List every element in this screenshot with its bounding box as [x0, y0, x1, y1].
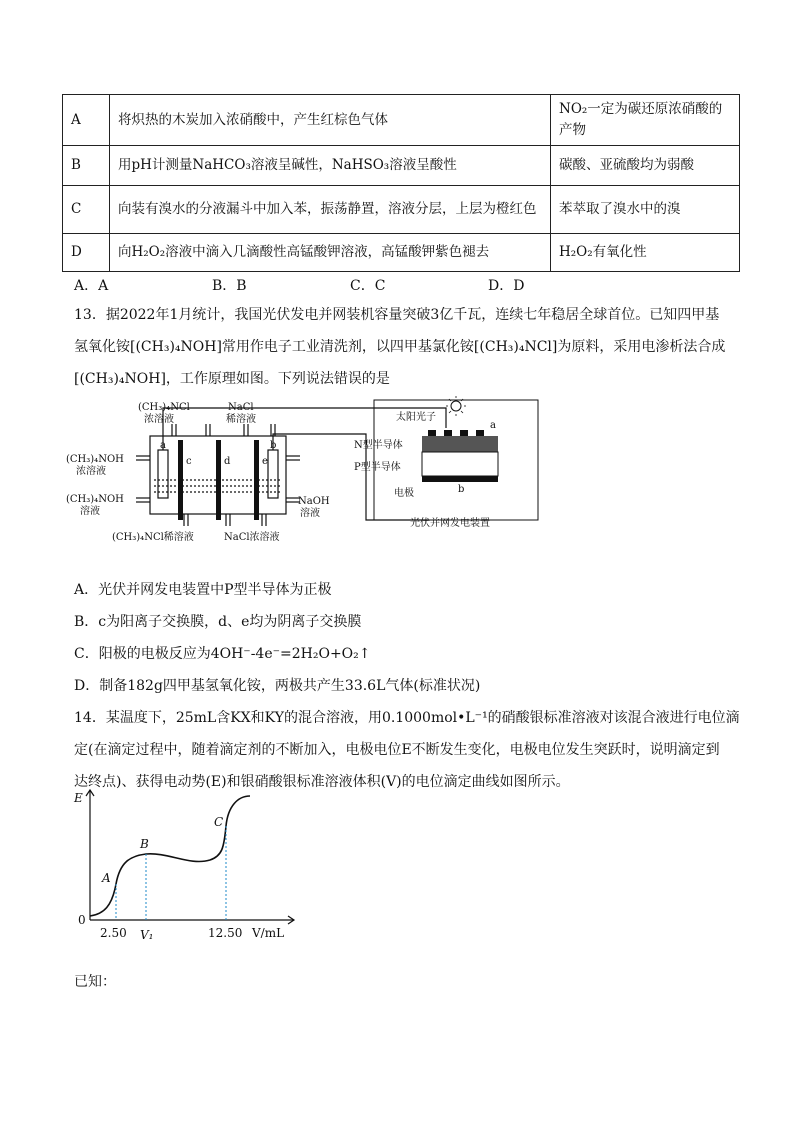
point-a-label: A: [102, 871, 111, 885]
label-pv-a: a: [490, 420, 496, 431]
wire-b: [273, 434, 428, 520]
choice-a[interactable]: A．A: [74, 278, 109, 294]
membrane-d: [216, 440, 221, 520]
label-right-bottom2: 溶液: [300, 508, 320, 519]
label-top-left2: 浓溶液: [144, 414, 174, 425]
label-right-bottom: NaOH: [298, 496, 330, 507]
q12-choices: [74, 275, 626, 295]
titration-curve: [70, 786, 310, 946]
row-conclusion: 碳酸、亚硫酸均为弱酸: [551, 146, 740, 186]
q13-stem-line1: 13．据2022年1月统计，我国光伏发电并网装机容量突破3亿千瓦，连续七年稳居全球首位。已知四甲基: [74, 307, 720, 323]
membrane-c: [178, 440, 183, 520]
axis-e: E: [74, 791, 83, 805]
n-type-layer: [422, 436, 498, 452]
label-d: d: [224, 456, 231, 467]
choice-d[interactable]: D．D: [488, 278, 525, 294]
axis-v: V/mL: [252, 926, 285, 940]
tick-label: 2.50: [100, 926, 127, 940]
origin-label: 0: [78, 913, 86, 927]
label-left-bottom2: 溶液: [80, 506, 100, 517]
tick-label: 12.50: [208, 926, 243, 940]
label-c: c: [186, 456, 192, 467]
label-b: b: [270, 440, 277, 451]
row-key: A: [63, 95, 110, 146]
row-operation: 向H₂O₂溶液中滴入几滴酸性高锰酸钾溶液，高锰酸钾紫色褪去: [110, 234, 551, 272]
label-left-top: (CH₃)₄NOH: [66, 454, 124, 465]
label-left-bottom: (CH₃)₄NOH: [66, 494, 124, 505]
row-conclusion: H₂O₂有氧化性: [551, 234, 740, 272]
row-operation: 向装有溴水的分液漏斗中加入苯，振荡静置，溶液分层，上层为橙红色: [110, 186, 551, 234]
table-row: [63, 186, 740, 234]
row-key: D: [63, 234, 110, 272]
row-key: C: [63, 186, 110, 234]
label-e: e: [262, 456, 268, 467]
table-row: [63, 95, 740, 146]
known-heading: 已知：: [74, 974, 116, 990]
q13-option-b[interactable]: B．c为阳离子交换膜，d、e均为阴离子交换膜: [74, 614, 362, 630]
q14-stem-line1: 14．某温度下，25mL含KX和KY的混合溶液，用0.1000mol•L⁻¹的硝酸银标准溶液对该混合液进行电位滴: [74, 710, 740, 726]
row-conclusion: NO₂一定为碳还原浓硝酸的产物: [551, 95, 740, 146]
base-electrode: [422, 476, 498, 482]
q14-stem-line3: 达终点)、获得电动势(E)和银硝酸银标准溶液体积(V)的电位滴定曲线如图所示。: [74, 774, 570, 790]
label-a: a: [160, 440, 166, 451]
membrane-e: [254, 440, 259, 520]
options-table: [62, 94, 740, 272]
electrode-a: [158, 450, 168, 498]
electrodialysis-diagram: [66, 394, 546, 552]
row-key: B: [63, 146, 110, 186]
row-operation: 将炽热的木炭加入浓硝酸中，产生红棕色气体: [110, 95, 551, 146]
q13-option-a[interactable]: A．光伏并网发电装置中P型半导体为正极: [74, 582, 332, 598]
point-b-label: B: [140, 837, 149, 851]
electrode-b: [268, 450, 278, 498]
label-pv-b: b: [458, 484, 465, 495]
choice-c[interactable]: C．C: [350, 278, 386, 294]
q14-stem-line2: 定(在滴定过程中，随着滴定剂的不断加入，电极电位E不断发生变化，电极电位发生突跃时，说明滴定到: [74, 742, 720, 758]
label-top-left: (CH₃)₄NCl: [138, 402, 190, 413]
sun-icon: [451, 401, 461, 411]
table-row: [63, 234, 740, 272]
q13-option-d[interactable]: D．制备182g四甲基氢氧化铵，两极共产生33.6L气体(标准状况): [74, 678, 481, 694]
label-top-right: NaCl: [228, 402, 254, 413]
row-operation: 用pH计测量NaHCO₃溶液呈碱性，NaHSO₃溶液呈酸性: [110, 146, 551, 186]
label-electrode: 电极: [394, 488, 414, 499]
label-left-top2: 浓溶液: [76, 466, 106, 477]
choice-b[interactable]: B．B: [212, 278, 247, 294]
point-c-label: C: [214, 815, 224, 829]
label-n-type: N型半导体: [354, 440, 403, 451]
q13-stem-line2: 氢氧化铵[(CH₃)₄NOH]常用作电子工业清洗剂，以四甲基氯化铵[(CH₃)₄NCl]为原料，采用电渗析法合成: [74, 339, 726, 355]
q13-option-c[interactable]: C．阳极的电极反应为4OH⁻-4e⁻=2H₂O+O₂↑: [74, 646, 371, 662]
p-type-layer: [422, 452, 498, 476]
label-device: 光伏并网发电装置: [410, 518, 490, 529]
label-p-type: P型半导体: [354, 462, 401, 473]
q13-stem-line3: [(CH₃)₄NOH]，工作原理如图。下列说法错误的是: [74, 371, 390, 387]
row-conclusion: 苯萃取了溴水中的溴: [551, 186, 740, 234]
table-row: [63, 146, 740, 186]
label-top-right2: 稀溶液: [226, 414, 256, 425]
tick-label: V₁: [140, 928, 154, 942]
label-bottom-left: (CH₃)₄NCl稀溶液: [112, 532, 194, 543]
label-sun: 太阳光子: [396, 412, 436, 423]
label-bottom-right: NaCl浓溶液: [224, 532, 280, 543]
